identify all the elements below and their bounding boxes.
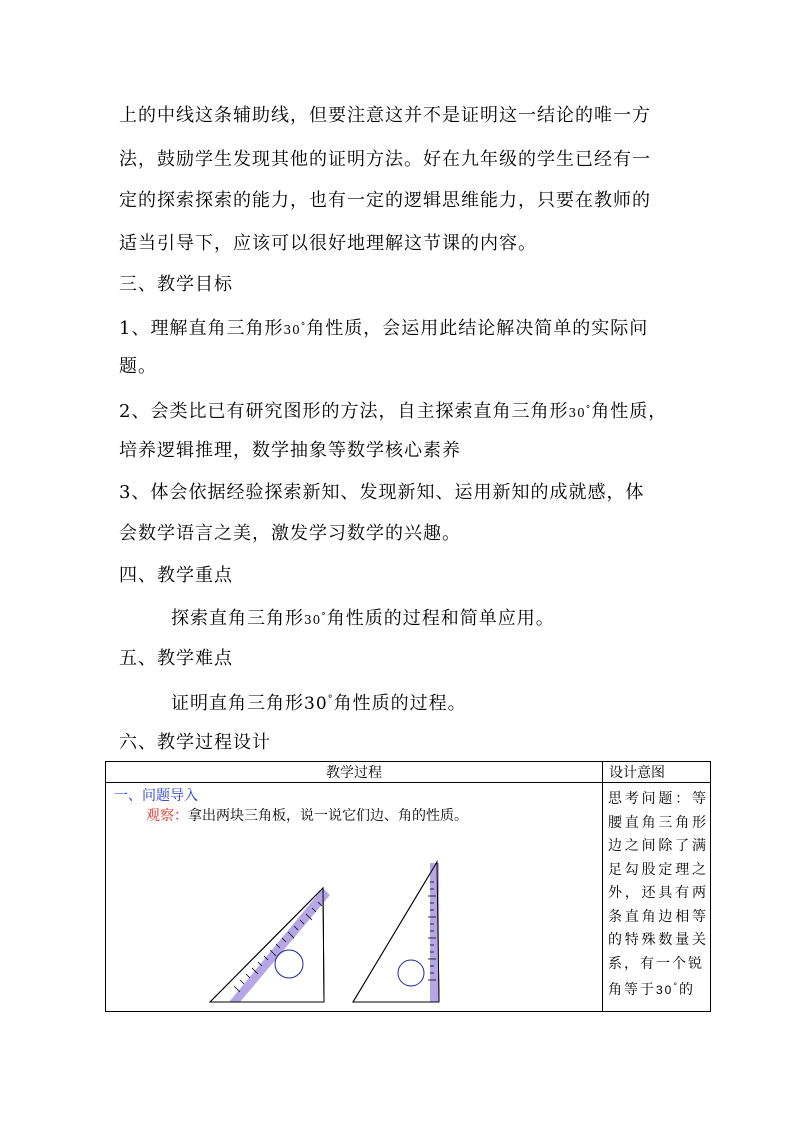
- header-intent: 设计意图: [603, 762, 711, 783]
- goal1-line-1: [119, 315, 648, 342]
- degree-symbol: °: [673, 981, 679, 991]
- goal2-text-a: 2、会类比已有研究图形的方法，自主探索直角三角形: [119, 401, 569, 422]
- goal1-line-2: 题。: [119, 356, 157, 377]
- table-header-row: [106, 762, 711, 783]
- paragraph-line-3: 定的探索探索的能力，也有一定的逻辑思维能力，只要在教师的: [119, 190, 651, 211]
- section-title-problem-intro: 一、问题导入: [114, 787, 198, 803]
- section4-content: [171, 605, 555, 632]
- goal3-line-2: 会数学语言之美，激发学习数学的兴趣。: [119, 523, 461, 544]
- degree-value: 30: [568, 406, 586, 420]
- degree-value: 30: [304, 694, 328, 714]
- table-row: [106, 783, 711, 1012]
- goal1-text-b: 角性质，会运用此结论解决简单的实际问: [306, 318, 649, 339]
- degree-symbol: °: [321, 612, 327, 622]
- section4-heading: 四、教学重点: [119, 565, 233, 586]
- goal2-text-b: 角性质，: [591, 401, 668, 422]
- degree-value: 30: [283, 323, 301, 337]
- teaching-process-table: [105, 761, 711, 1012]
- degree-symbol: °: [585, 405, 592, 415]
- intent-body: 思考问题：等腰直角三角形边之间除了满足勾股定理之外，还具有两条直角边相等的特殊数量关系，有一个锐: [608, 790, 708, 971]
- degree-symbol: °: [300, 322, 307, 332]
- goal1-text-a: 1、理解直角三角形: [119, 318, 284, 339]
- degree-value: 30: [656, 983, 674, 997]
- goal2-line-2: 培养逻辑推理，数学抽象等数学核心素养: [119, 440, 461, 461]
- section5-text-a: 证明直角三角形: [171, 693, 304, 714]
- observe-text: 拿出两块三角板，说一说它们边、角的性质。: [188, 807, 468, 823]
- section3-heading: 三、教学目标: [119, 274, 233, 295]
- section5-heading: 五、教学难点: [119, 648, 233, 669]
- section4-text-a: 探索直角三角形: [171, 608, 304, 629]
- observe-line: [146, 805, 468, 825]
- paragraph-line-4: 适当引导下，应该可以很好地理解这节课的内容。: [119, 233, 537, 254]
- header-process: 教学过程: [106, 762, 603, 783]
- section6-heading: 六、教学过程设计: [119, 732, 271, 753]
- intent-cell: [603, 783, 711, 1012]
- paragraph-line-1: 上的中线这条辅助线，但要注意这并不是证明这一结论的唯一方: [119, 105, 651, 126]
- paragraph-line-2: 法，鼓励学生发现其他的证明方法。好在九年级的学生已经有一: [119, 149, 651, 170]
- goal3-line-1: 3、体会依据经验探索新知、发现新知、运用新知的成就感，体: [119, 482, 645, 503]
- set-square-30-60-icon: [350, 860, 442, 1005]
- process-cell: [106, 783, 603, 1012]
- goal2-line-1: [119, 398, 667, 425]
- observe-label: 观察：: [146, 807, 188, 823]
- section5-content: [171, 688, 467, 716]
- section4-text-b: 角性质的过程和简单应用。: [326, 608, 555, 629]
- intent-end-b: 的: [678, 981, 695, 997]
- intent-text: [608, 787, 708, 1003]
- set-square-45-icon: [206, 883, 331, 1003]
- section5-text-b: 角性质的过程。: [333, 693, 467, 714]
- degree-value: 30: [304, 613, 322, 627]
- degree-symbol: °: [327, 694, 334, 705]
- intent-end-a: 角等于: [608, 981, 656, 997]
